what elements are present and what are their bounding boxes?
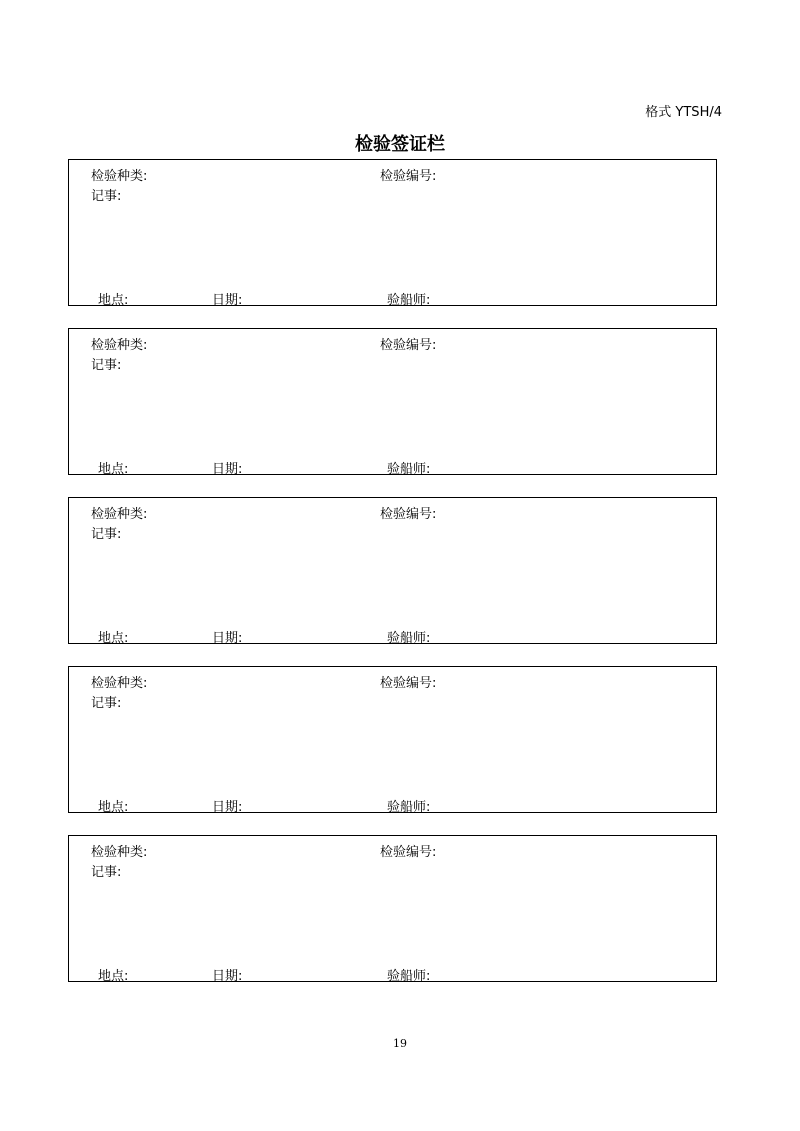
date-label: 日期: — [212, 462, 243, 477]
date-label: 日期: — [212, 631, 243, 646]
inspection-block — [68, 835, 717, 982]
surveyor-label: 验船师: — [387, 462, 431, 477]
inspection-block — [68, 159, 717, 306]
notes-label: 记事: — [91, 189, 122, 204]
inspection-type-label: 检验种类: — [91, 507, 148, 522]
inspection-number-label: 检验编号: — [380, 676, 437, 691]
place-label: 地点: — [98, 800, 129, 815]
place-label: 地点: — [98, 969, 129, 984]
place-label: 地点: — [98, 462, 129, 477]
surveyor-label: 验船师: — [387, 800, 431, 815]
date-label: 日期: — [212, 800, 243, 815]
notes-label: 记事: — [91, 865, 122, 880]
inspection-type-label: 检验种类: — [91, 845, 148, 860]
inspection-block — [68, 497, 717, 644]
notes-label: 记事: — [91, 527, 122, 542]
surveyor-label: 验船师: — [387, 969, 431, 984]
page-title: 检验签证栏 — [355, 134, 445, 155]
inspection-number-label: 检验编号: — [380, 169, 437, 184]
notes-label: 记事: — [91, 358, 122, 373]
date-label: 日期: — [212, 969, 243, 984]
place-label: 地点: — [98, 631, 129, 646]
inspection-number-label: 检验编号: — [380, 507, 437, 522]
date-label: 日期: — [212, 293, 243, 308]
surveyor-label: 验船师: — [387, 631, 431, 646]
inspection-type-label: 检验种类: — [91, 676, 148, 691]
inspection-type-label: 检验种类: — [91, 169, 148, 184]
page-number: 19 — [393, 1037, 407, 1050]
inspection-block — [68, 666, 717, 813]
form-code: 格式 YTSH/4 — [645, 105, 722, 120]
place-label: 地点: — [98, 293, 129, 308]
inspection-number-label: 检验编号: — [380, 845, 437, 860]
inspection-number-label: 检验编号: — [380, 338, 437, 353]
surveyor-label: 验船师: — [387, 293, 431, 308]
notes-label: 记事: — [91, 696, 122, 711]
inspection-type-label: 检验种类: — [91, 338, 148, 353]
inspection-block — [68, 328, 717, 475]
